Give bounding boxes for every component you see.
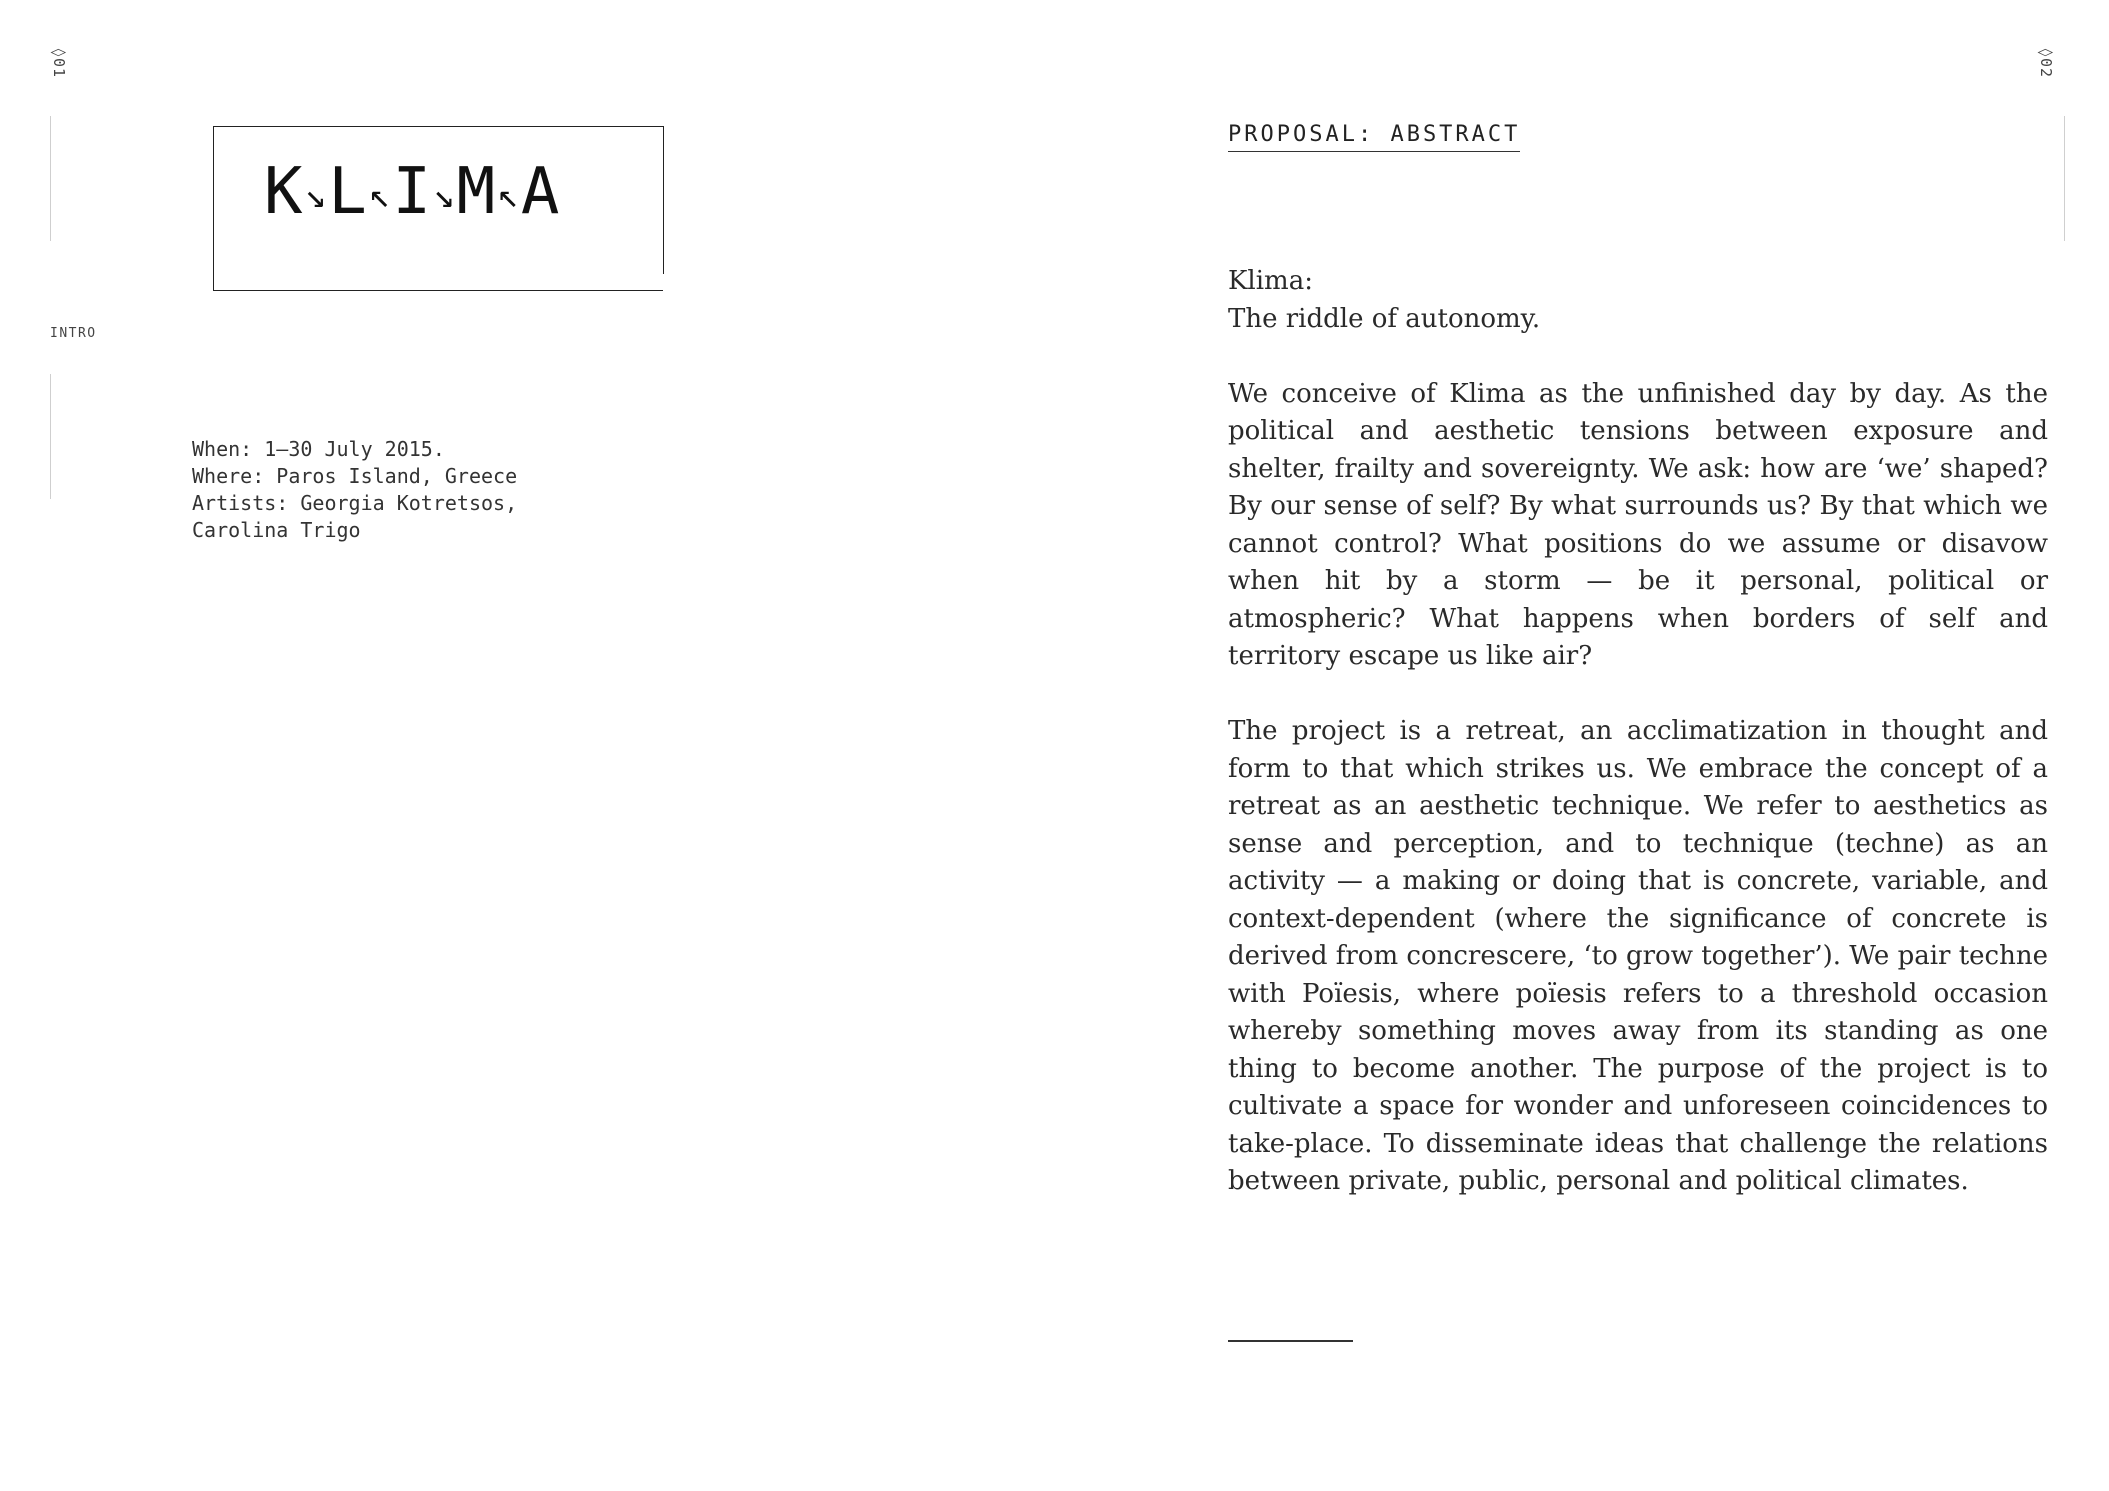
logo-letter: K (264, 155, 303, 229)
logo-letter: L (328, 155, 367, 229)
margin-rule-top (50, 116, 51, 241)
logo-wordmark (264, 155, 560, 229)
section-tag: INTRO (50, 326, 97, 341)
abstract-title (1228, 263, 2048, 338)
arrow-down-right-icon: ↘ (304, 175, 327, 216)
abstract-body (1228, 263, 2048, 1238)
info-artists: Artists: Georgia Kotretsos, (192, 491, 518, 515)
margin-rule-right (2064, 116, 2065, 241)
info-where: Where: Paros Island, Greece (192, 464, 518, 488)
info-when: When: 1–30 July 2015. (192, 437, 445, 461)
logo-frame-edge (663, 126, 665, 274)
info-artists-continued: Carolina Trigo (192, 518, 361, 542)
klima-logo (213, 126, 663, 291)
subtitle-line: The riddle of autonomy. (1228, 303, 1541, 334)
page-number: ◊01 (50, 48, 68, 79)
left-page (0, 0, 1054, 1491)
logo-letter: A (520, 155, 560, 229)
title-line: Klima: (1228, 266, 1313, 296)
arrow-down-right-icon: ↘ (432, 175, 455, 216)
right-page (1054, 0, 2108, 1491)
arrow-up-left-icon: ↖ (368, 175, 391, 216)
abstract-paragraph: We conceive of Klima as the unfinished day by day. As the political and aesthetic tensions between exposure and shelter, frailty and sovereignty. We ask: how are ‘we’ shaped? By our sense of self? By what surrounds us? By that which we cannot control? What positions do we assume or disavow when hit by a storm — be it personal, political or atmospheric? What happens when borders of self and territory escape us like air? (1228, 378, 2048, 671)
page-number: ◊02 (2037, 48, 2055, 79)
logo-letter: M (456, 155, 496, 229)
logo-letter: I (392, 155, 431, 229)
margin-rule-bottom (50, 374, 51, 499)
project-info (192, 436, 517, 544)
abstract-paragraph: The project is a retreat, an acclimatization in thought and form to that which strikes us. We embrace the concept of a retreat as an aesthetic technique. We refer to aesthetics as sense and perception, and to technique (techne) as an activity — a making or doing that is concrete, variable, and context-dependent (where the significance of concrete is derived from concrescere, ‘to grow together’). We pair techne with Poïesis, where poïesis refers to a threshold occasion whereby something moves away from its standing as one thing to become another. The purpose of the project is to cultivate a space for wonder and unforeseen coincidences to take-place. To disseminate ideas that challenge the relations between private, public, personal and political climates. (1228, 716, 2048, 1196)
arrow-up-left-icon: ↖ (497, 175, 519, 216)
end-rule (1228, 1340, 1353, 1342)
section-heading: PROPOSAL: ABSTRACT (1228, 122, 1520, 152)
